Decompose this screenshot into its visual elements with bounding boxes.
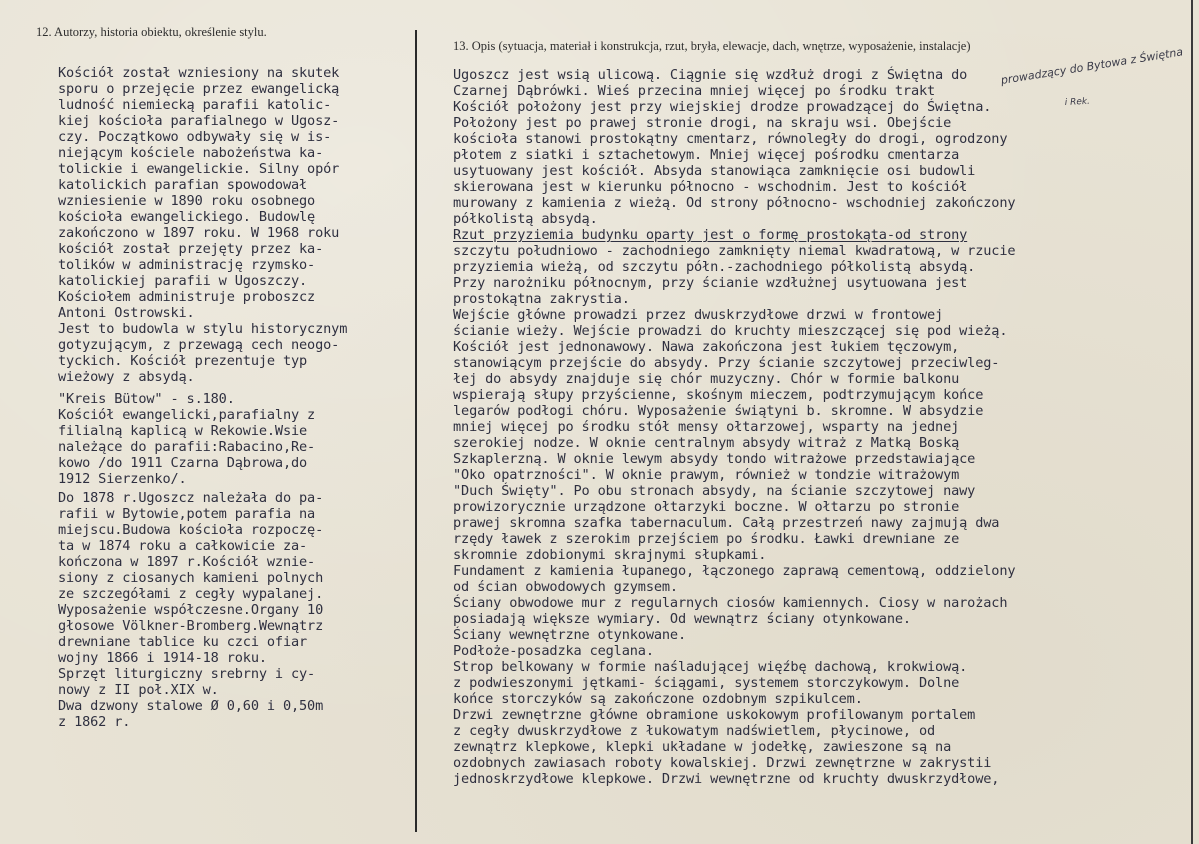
- text-line: z 1862 r.: [58, 714, 131, 730]
- text-line: od ścian obwodowych gzymsem.: [453, 579, 678, 595]
- handwritten-note: i Rek.: [1064, 96, 1091, 108]
- text-line: prowizorycznie urządzone ołtarzyki boczne. W ołtarzu po stronie: [453, 499, 960, 515]
- text-line: szczytu południowo - zachodniego zamknięty niemal kwadratową, w rzucie: [453, 243, 1016, 259]
- text-line: wieżowy z absydą.: [58, 369, 195, 385]
- text-line: ludność niemiecką parafii katolic-: [58, 97, 332, 113]
- text-line: "Duch Święty". Po obu stronach absydy, na ścianie szczytowej nawy: [453, 483, 976, 499]
- text-line: kowo /do 1911 Czarna Dąbrowa,do: [58, 455, 308, 471]
- text-line: głosowe Völkner-Bromberg.Wewnątrz: [58, 618, 324, 634]
- text-line: Przy narożniku północnym, przy ścianie wzdłużnej usytuowana jest: [453, 275, 968, 291]
- text-line: zakończono w 1897 roku. W 1968 roku: [58, 225, 340, 241]
- text-line: mniej więcej po środku stół mensy ołtarzowej, wsparty na jednej: [453, 419, 960, 435]
- text-line: półkolistą absydą.: [453, 211, 598, 227]
- text-line: Sprzęt liturgiczny srebrny i cy-: [58, 666, 316, 682]
- text-line: ozdobnych zawiasach roboty kowalskiej. Drzwi zewnętrzne w zakrystii: [453, 755, 992, 771]
- text-line: stanowiącym przejście do absydy. Przy ścianie szczytowej przeciwleg-: [453, 355, 1000, 371]
- text-line: niejącym kościele nabożeństwa ka-: [58, 145, 324, 161]
- text-line: kiej kościoła parafialnego w Ugosz-: [58, 113, 340, 129]
- text-line: kończona w 1897 r.Kościół wznie-: [58, 554, 316, 570]
- text-line: wojny 1866 i 1914-18 roku.: [58, 650, 267, 666]
- text-line: prawej skromna szafka tabernaculum. Całą przestrzeń nawy zajmują dwa: [453, 515, 1000, 531]
- text-line: siony z ciosanych kamieni polnych: [58, 570, 324, 586]
- text-line: posiadają większe wymiary. Od wewnątrz ściany otynkowane.: [453, 611, 911, 627]
- text-line: nowy z II poł.XIX w.: [58, 682, 219, 698]
- text-line: wzniesienie w 1890 roku osobnego: [58, 193, 316, 209]
- text-line: przyziemia wieżą, od szczytu półn.-zachodniego półkolistą absydą.: [453, 259, 976, 275]
- text-line: sporu o przejęcie przez ewangelicką: [58, 81, 340, 97]
- text-line: Szkaplerzną. W oknie lewym absydy tondo witrażowe przedstawiające: [453, 451, 976, 467]
- text-line: z cegły dwuskrzydłowe z łukowatym nadświetlem, płycinowe, od: [453, 723, 936, 739]
- column-divider-line: [415, 30, 417, 832]
- text-line: czy. Początkowo odbywały się w is-: [58, 129, 332, 145]
- text-line: rafii w Bytowie,potem parafia na: [58, 506, 316, 522]
- right-column-text: [453, 67, 1183, 787]
- handwritten-note: prowadzący do Bytowa z Świętna: [999, 45, 1184, 87]
- text-line: Kościół został wzniesiony na skutek: [58, 65, 340, 81]
- text-line: Jest to budowla w stylu historycznym: [58, 321, 348, 337]
- text-line: tolickie i ewangelickie. Silny opór: [58, 161, 340, 177]
- text-line: zewnątrz klepkowe, klepki układane w jodełkę, zawieszone są na: [453, 739, 952, 755]
- text-line: należące do parafii:Rabacino,Re-: [58, 439, 316, 455]
- text-line: Kościół położony jest przy wiejskiej drodze prowadzącej do Świętna.: [453, 99, 992, 115]
- text-line: wspierają słupy przyścienne, skośnym mieczem, podtrzymującym końce: [453, 387, 984, 403]
- text-line: Ściany wewnętrzne otynkowane.: [453, 627, 686, 643]
- text-line: "Kreis Bütow" - s.180.: [58, 391, 235, 407]
- text-line: Kościołem administruje proboszcz: [58, 289, 316, 305]
- text-line: katolickiej parafii w Ugoszczy.: [58, 273, 308, 289]
- text-line: łej do absydy znajduje się chór muzyczny. Chór w formie balkonu: [453, 371, 960, 387]
- text-line: Kościół ewangelicki,parafialny z: [58, 407, 316, 423]
- text-line: katolickich parafian spowodował: [58, 177, 308, 193]
- text-line: Antoni Ostrowski.: [58, 305, 195, 321]
- text-line: legarów podłogi chóru. Wyposażenie świątyni b. skromne. W absydzie: [453, 403, 984, 419]
- text-line: kościół został przejęty przez ka-: [58, 241, 324, 257]
- text-line: Do 1878 r.Ugoszcz należała do pa-: [58, 490, 324, 506]
- text-line: płotem z siatki i sztachetowym. Mniej więcej pośrodku cmentarza: [453, 147, 960, 163]
- text-line: gotyzującym, z przewagą cech neogo-: [58, 337, 340, 353]
- text-line-drzwi: Drzwi zewnętrzne główne obramione uskokowym profilowanym portalem: [453, 707, 976, 723]
- text-line: szerokiej nodze. W oknie centralnym absydy witraż z Matką Boską: [453, 435, 960, 451]
- text-line-fundament: Fundament z kamienia łupanego, łączonego zaprawą cementową, oddzielony: [453, 563, 1016, 579]
- text-line: kościoła stanowi prostokątny cmentarz, równoległy do drogi, ogrodzony: [453, 131, 1008, 147]
- text-line: Położony jest po prawej stronie drogi, na skraju wsi. Obejście: [453, 115, 952, 131]
- text-line: tolików w administrację rzymsko-: [58, 257, 316, 273]
- text-line: Ugoszcz jest wsią ulicową. Ciągnie się wzdłuż drogi z Świętna do: [453, 67, 968, 83]
- text-line: ta w 1874 roku a całkowicie za-: [58, 538, 308, 554]
- text-line: miejscu.Budowa kościoła rozpoczę-: [58, 522, 324, 538]
- text-line: skierowana jest w kierunku północno - wschodnim. Jest to kościół: [453, 179, 968, 195]
- text-line: "Oko opatrzności". W oknie prawym, również w tondzie witrażowym: [453, 467, 960, 483]
- text-line-wejscie: Wejście główne prowadzi przez dwuskrzydłowe drzwi w frontowej: [453, 307, 944, 323]
- text-line: filialną kaplicą w Rekowie.Wsie: [58, 423, 308, 439]
- right-column-header: 13. Opis (sytuacja, materiał i konstrukcja, rzut, bryła, elewacje, dach, wnętrze, wyposażenie, instalacje): [453, 39, 971, 53]
- text-line: skromnie zdobionymi skrajnymi słupkami.: [453, 547, 767, 563]
- text-line-sciany: Ściany obwodowe mur z regularnych ciosów kamiennych. Ciosy w narożach: [453, 595, 1008, 611]
- text-line: Wyposażenie współczesne.Organy 10: [58, 602, 324, 618]
- text-line: tyckich. Kościół prezentuje typ: [58, 353, 308, 369]
- text-line-podloze: Podłoże-posadzka ceglana.: [453, 643, 654, 659]
- page-edge-line: [1191, 0, 1193, 844]
- text-line: ścianie wieży. Wejście prowadzi do kruchty mieszczącej się pod wieżą.: [453, 323, 1008, 339]
- text-line: rzędy ławek z szerokim przejściem po środku. Ławki drewniane ze: [453, 531, 960, 547]
- text-line: murowany z kamienia z wieżą. Od strony północno- wschodniej zakończony: [453, 195, 1016, 211]
- text-line: prostokątna zakrystia.: [453, 291, 630, 307]
- text-line: ze szczegółami z cegły wypalanej.: [58, 586, 324, 602]
- text-line: usytuowany jest kościół. Absyda stanowiąca zamknięcie osi budowli: [453, 163, 976, 179]
- left-column-text: [58, 65, 413, 730]
- text-line: jednoskrzydłowe klepkowe. Drzwi wewnętrzne od kruchty dwuskrzydłowe,: [453, 771, 1000, 787]
- text-line-strop: Strop belkowany w formie naśladującej więźbę dachową, krokwiową.: [453, 659, 968, 675]
- text-line: końce storczyków są zakończone ozdobnym szpikulcem.: [453, 691, 863, 707]
- text-line: kościoła ewangelickiego. Budowlę: [58, 209, 316, 225]
- text-line: Dwa dzwony stalowe Ø 0,60 i 0,50m: [58, 698, 324, 714]
- text-line: 1912 Sierzenko/.: [58, 471, 187, 487]
- text-line: drewniane tablice ku czci ofiar: [58, 634, 308, 650]
- text-line: Kościół jest jednonawowy. Nawa zakończona jest łukiem tęczowym,: [453, 339, 960, 355]
- left-column-header: 12. Autorzy, historia obiektu, określenie stylu.: [36, 25, 267, 39]
- text-line: z podwieszonymi jętkami- ściągami, systemem storczykowym. Dolne: [453, 675, 960, 691]
- text-line: Czarnej Dąbrówki. Wieś przecina mniej więcej po środku trakt: [453, 83, 936, 99]
- text-line-rzut: Rzut przyziemia budynku oparty jest o formę prostokąta-od strony: [453, 227, 968, 243]
